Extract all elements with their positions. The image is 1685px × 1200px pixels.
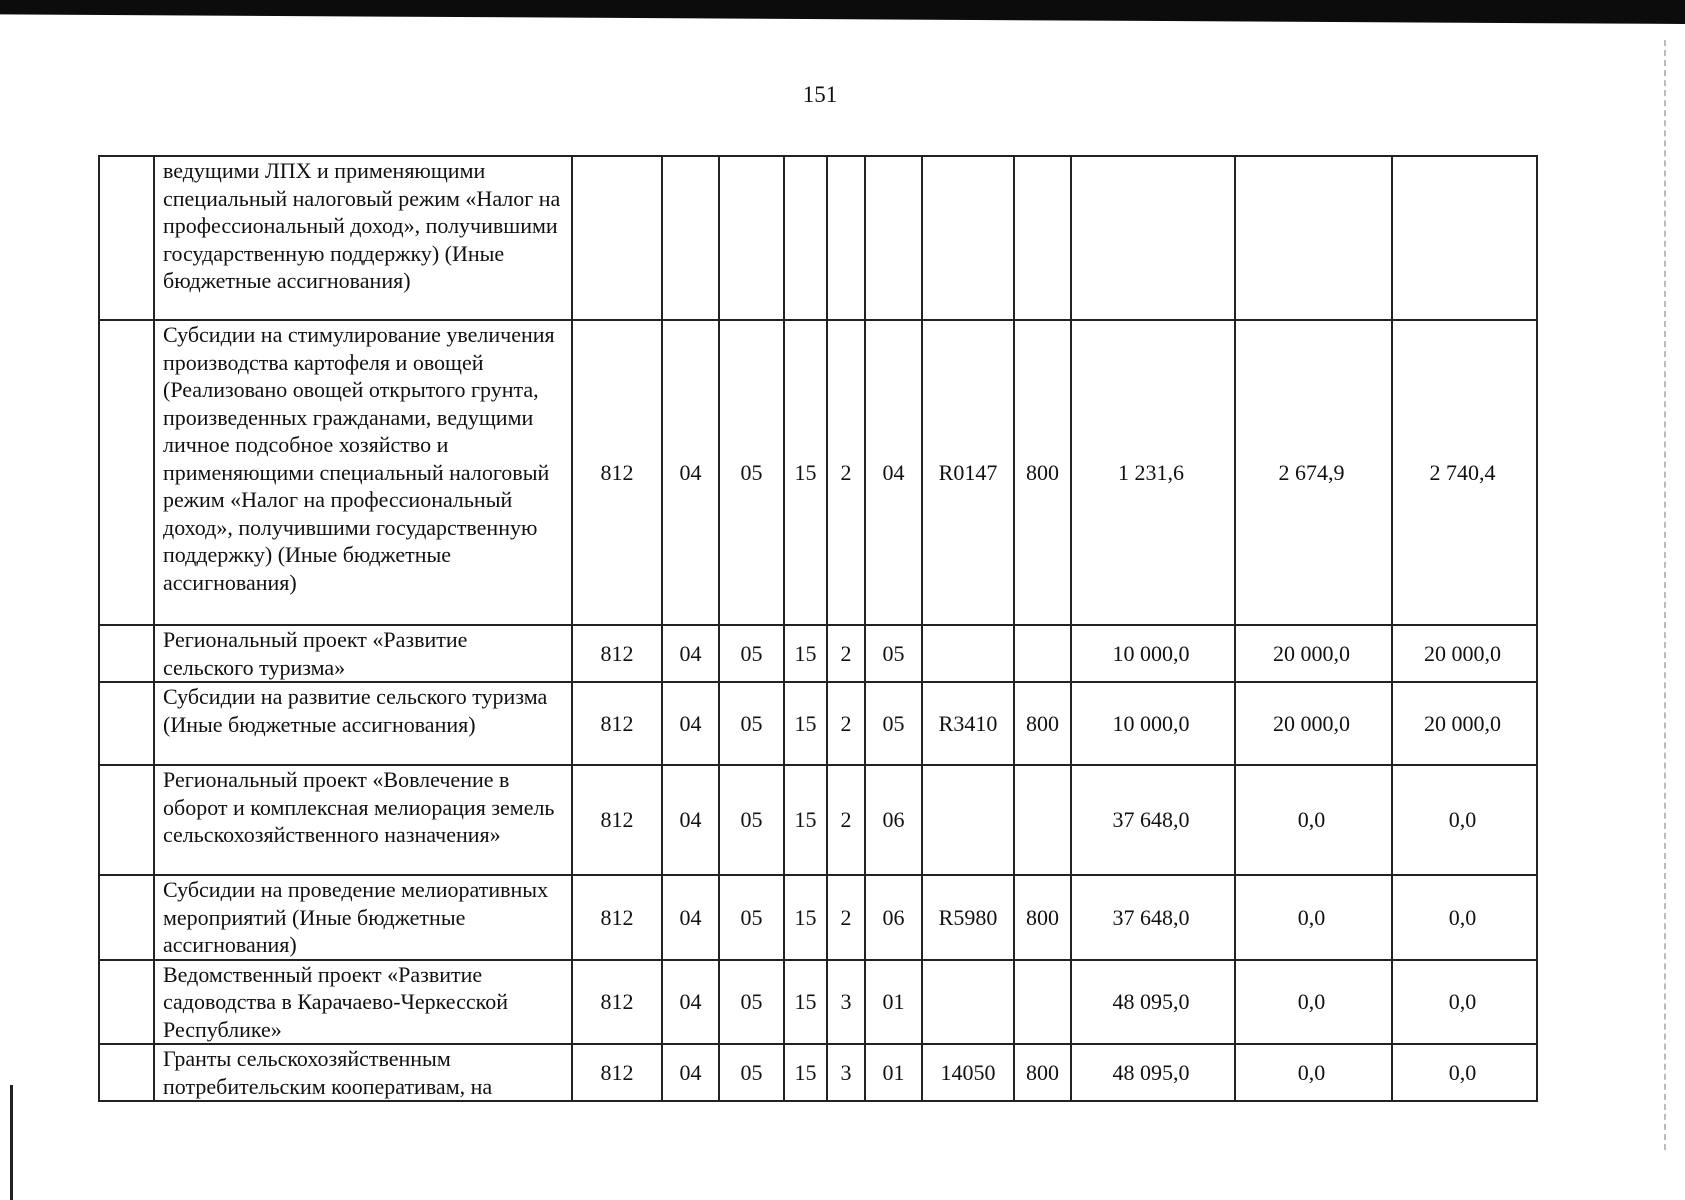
code-cell: 15 — [784, 682, 827, 765]
table-row — [99, 625, 1537, 682]
amount-cell: 37 648,0 — [1071, 875, 1235, 960]
description-cell: Ведомственный проект «Развитие садоводства в Карачаево-Черкесской Республике» — [154, 960, 572, 1045]
code-cell: 812 — [572, 682, 662, 765]
code-cell: 04 — [662, 320, 719, 625]
code-cell: 04 — [662, 875, 719, 960]
code-cell: 04 — [662, 765, 719, 875]
page-number: 151 — [802, 82, 838, 107]
amount-cell: 20 000,0 — [1235, 682, 1392, 765]
code-cell: 15 — [784, 625, 827, 682]
code-cell — [572, 156, 662, 320]
code-cell: 800 — [1014, 875, 1071, 960]
table-row — [99, 682, 1537, 765]
code-cell: 800 — [1014, 682, 1071, 765]
amount-cell — [1392, 156, 1537, 320]
code-cell: R0147 — [922, 320, 1014, 625]
code-cell — [922, 625, 1014, 682]
code-cell: 800 — [1014, 320, 1071, 625]
code-cell: 3 — [827, 960, 865, 1045]
description-cell: Гранты сельскохозяйственным потребительским кооперативам, на — [154, 1044, 572, 1101]
code-cell: 800 — [1014, 1044, 1071, 1101]
code-cell: 812 — [572, 875, 662, 960]
code-cell: 812 — [572, 1044, 662, 1101]
code-cell: 05 — [865, 625, 922, 682]
description-cell: Субсидии на стимулирование увеличения производства картофеля и овощей (Реализовано овощей открытого грунта, произведенных гражданами, ведущими личное подсобное хозяйство и применяющими специальный налоговый режим «Налог на профессиональный доход», получившими государственную поддержку) (Иные бюджетные ассигнования) — [154, 320, 572, 625]
row-index-cell — [99, 320, 154, 625]
row-index-cell — [99, 682, 154, 765]
code-cell — [922, 765, 1014, 875]
code-cell: 3 — [827, 1044, 865, 1101]
scan-right-dashed-edge — [1664, 40, 1666, 1150]
description-cell: Субсидии на проведение мелиоративных мероприятий (Иные бюджетные ассигнования) — [154, 875, 572, 960]
table-row — [99, 156, 1537, 320]
code-cell: 06 — [865, 875, 922, 960]
code-cell: 04 — [662, 625, 719, 682]
amount-cell: 1 231,6 — [1071, 320, 1235, 625]
code-cell — [662, 156, 719, 320]
budget-table — [98, 155, 1538, 1102]
amount-cell: 0,0 — [1235, 765, 1392, 875]
row-index-cell — [99, 625, 154, 682]
code-cell — [922, 960, 1014, 1045]
code-cell: 05 — [865, 682, 922, 765]
code-cell: 05 — [719, 682, 784, 765]
code-cell: 05 — [719, 960, 784, 1045]
code-cell: 05 — [719, 1044, 784, 1101]
scan-left-edge — [10, 1085, 13, 1200]
code-cell: 04 — [662, 960, 719, 1045]
code-cell: 812 — [572, 625, 662, 682]
code-cell: 01 — [865, 960, 922, 1045]
description-cell: ведущими ЛПХ и применяющими специальный налоговый режим «Налог на профессиональный доход», получившими государственную поддержку) (Иные бюджетные ассигнования) — [154, 156, 572, 320]
row-index-cell — [99, 156, 154, 320]
code-cell: 14050 — [922, 1044, 1014, 1101]
amount-cell: 0,0 — [1235, 960, 1392, 1045]
amount-cell: 20 000,0 — [1392, 625, 1537, 682]
code-cell: 01 — [865, 1044, 922, 1101]
code-cell: 04 — [865, 320, 922, 625]
row-index-cell — [99, 960, 154, 1045]
amount-cell: 0,0 — [1392, 960, 1537, 1045]
code-cell: 2 — [827, 625, 865, 682]
table-row — [99, 875, 1537, 960]
amount-cell — [1235, 156, 1392, 320]
amount-cell: 0,0 — [1392, 1044, 1537, 1101]
amount-cell: 10 000,0 — [1071, 625, 1235, 682]
code-cell: 2 — [827, 682, 865, 765]
code-cell: 05 — [719, 625, 784, 682]
amount-cell: 0,0 — [1235, 1044, 1392, 1101]
row-index-cell — [99, 765, 154, 875]
description-cell: Региональный проект «Вовлечение в оборот и комплексная мелиорация земель сельскохозяйственного назначения» — [154, 765, 572, 875]
table-row — [99, 1044, 1537, 1101]
code-cell: 05 — [719, 320, 784, 625]
code-cell: 812 — [572, 765, 662, 875]
code-cell: 812 — [572, 960, 662, 1045]
amount-cell: 10 000,0 — [1071, 682, 1235, 765]
code-cell: 15 — [784, 1044, 827, 1101]
code-cell: 15 — [784, 960, 827, 1045]
description-cell: Субсидии на развитие сельского туризма (Иные бюджетные ассигнования) — [154, 682, 572, 765]
code-cell — [1014, 960, 1071, 1045]
description-cell: Региональный проект «Развитие сельского туризма» — [154, 625, 572, 682]
table-row — [99, 960, 1537, 1045]
code-cell — [922, 156, 1014, 320]
amount-cell: 2 674,9 — [1235, 320, 1392, 625]
amount-cell: 37 648,0 — [1071, 765, 1235, 875]
code-cell: 2 — [827, 765, 865, 875]
code-cell — [1014, 765, 1071, 875]
scan-top-border — [0, 0, 1685, 24]
code-cell: 15 — [784, 765, 827, 875]
code-cell: R3410 — [922, 682, 1014, 765]
code-cell — [1014, 156, 1071, 320]
amount-cell: 20 000,0 — [1235, 625, 1392, 682]
table-row — [99, 765, 1537, 875]
amount-cell: 2 740,4 — [1392, 320, 1537, 625]
code-cell — [865, 156, 922, 320]
code-cell: 05 — [719, 765, 784, 875]
table-row — [99, 320, 1537, 625]
amount-cell: 48 095,0 — [1071, 1044, 1235, 1101]
amount-cell: 0,0 — [1392, 875, 1537, 960]
code-cell — [827, 156, 865, 320]
row-index-cell — [99, 875, 154, 960]
code-cell — [784, 156, 827, 320]
code-cell: 04 — [662, 1044, 719, 1101]
amount-cell: 0,0 — [1392, 765, 1537, 875]
amount-cell: 48 095,0 — [1071, 960, 1235, 1045]
code-cell: 812 — [572, 320, 662, 625]
code-cell: R5980 — [922, 875, 1014, 960]
amount-cell: 20 000,0 — [1392, 682, 1537, 765]
code-cell — [1014, 625, 1071, 682]
row-index-cell — [99, 1044, 154, 1101]
code-cell: 2 — [827, 875, 865, 960]
code-cell: 2 — [827, 320, 865, 625]
amount-cell: 0,0 — [1235, 875, 1392, 960]
amount-cell — [1071, 156, 1235, 320]
code-cell: 06 — [865, 765, 922, 875]
code-cell: 15 — [784, 875, 827, 960]
code-cell: 15 — [784, 320, 827, 625]
code-cell — [719, 156, 784, 320]
code-cell: 04 — [662, 682, 719, 765]
code-cell: 05 — [719, 875, 784, 960]
